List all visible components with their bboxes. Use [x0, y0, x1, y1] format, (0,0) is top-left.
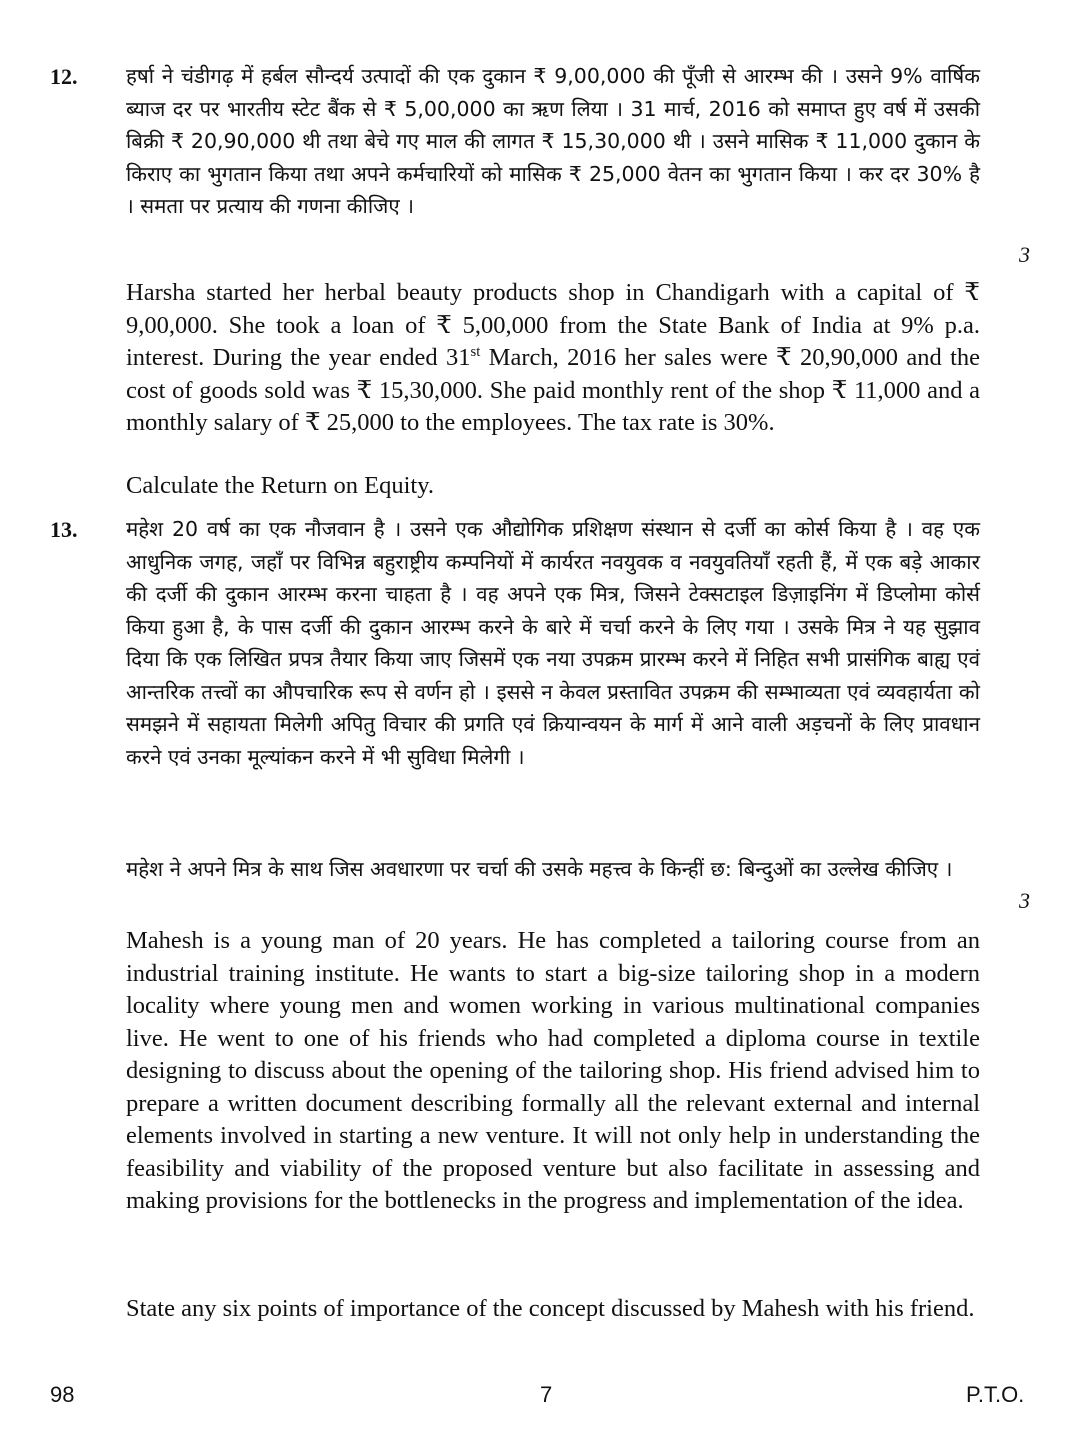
pto-label: P.T.O.: [966, 1382, 1025, 1407]
question-hindi-text: हर्षा ने चंडीगढ़ में हर्बल सौन्दर्य उत्पादों की एक दुकान ₹ 9,00,000 की पूँजी से आरम्भ की । उसने 9% वार्षिक ब्याज दर पर भारतीय स्टेट बैंक से ₹ 5,00,000 का ऋण लिया । 31 मार्च, 2016 को समाप्त हुए वर्ष में उसकी बिक्री ₹ 20,90,000 थी तथा बेचे गए माल की लागत ₹ 15,30,000 थी । उसने मासिक ₹ 11,000 दुकान के किराए का भुगतान किया तथा अपने कर्मचारियों को मासिक ₹ 25,000 वेतन का भुगतान किया । कर दर 30% है । समता पर प्रत्याय की गणना कीजिए ।: [126, 64, 980, 218]
question-number: 12.: [50, 64, 78, 89]
question-english-prompt: Calculate the Return on Equity.: [126, 472, 434, 499]
question-english-prompt: State any six points of importance of the concept discussed by Mahesh with his friend.: [126, 1295, 975, 1322]
marks: 3: [1019, 242, 1030, 267]
ordinal-suffix: st: [470, 343, 481, 360]
question-number: 13.: [50, 517, 78, 542]
question-english-text: [126, 277, 980, 440]
question-hindi-text: महेश 20 वर्ष का एक नौजवान है । उसने एक औद्योगिक प्रशिक्षण संस्थान से दर्जी का कोर्स किया है । वह एक आधुनिक जगह, जहाँ पर विभिन्न बहुराष्ट्रीय कम्पनियों में कार्यरत नवयुवक व नवयुवतियाँ रहती हैं, में एक बड़े आकार की दर्जी की दुकान आरम्भ करना चाहता है । वह अपने एक मित्र, जिसने टेक्सटाइल डिज़ाइनिंग में डिप्लोमा कोर्स किया हुआ है, के पास दर्जी की दुकान आरम्भ करने के बारे में चर्चा करने के लिए गया । उसके मित्र ने यह सुझाव दिया कि एक लिखित प्रपत्र तैयार किया जाए जिसमें एक नया उपक्रम प्रारम्भ करने में निहित सभी प्रासंगिक बाह्य एवं आन्तरिक तत्त्वों का औपचारिक रूप से वर्णन हो । इससे न केवल प्रस्तावित उपक्रम की सम्भाव्यता एवं व्यवहार्यता को समझने में सहायता मिलेगी अपितु विचार की प्रगति एवं क्रियान्वयन के मार्ग में आने वाली अड़चनों के लिए प्रावधान करने एवं उनका मूल्यांकन करने में भी सुविधा मिलेगी ।: [126, 517, 980, 769]
english-part: Harsha started her herbal beauty products shop in Chandigarh with a capital of ₹ 9,00,000. She took a loan of ₹ 5,00,000 from the State Bank of India at 9% p.a. interest. During the year ended 31: [126, 279, 980, 371]
page-number: 7: [540, 1382, 553, 1407]
question-hindi-prompt: महेश ने अपने मित्र के साथ जिस अवधारणा पर चर्चा की उसके महत्त्व के किन्हीं छ: बिन्दुओं का उल्लेख कीजिए ।: [126, 857, 953, 881]
english-part: March, 2016 her sales were ₹ 20,90,000 and the cost of goods sold was ₹ 15,30,000. She paid monthly rent of the shop ₹ 11,000 and a monthly salary of ₹ 25,000 to the employees. The tax rate is 30%.: [126, 344, 981, 436]
question-english-text: Mahesh is a young man of 20 years. He has completed a tailoring course from an industrial training institute. He wants to start a big-size tailoring shop in a modern locality where young men and women working in various multinational companies live. He went to one of his friends who had completed a diploma course in textile designing to discuss about the opening of the tailoring shop. His friend advised him to prepare a written document describing formally all the relevant external and internal elements involved in starting a new venture. It will not only help in understanding the feasibility and viability of the proposed venture but also facilitate in assessing and making provisions for the bottlenecks in the progress and implementation of the idea.: [126, 927, 980, 1214]
paper-code: 98: [50, 1382, 75, 1407]
marks: 3: [1019, 888, 1030, 913]
